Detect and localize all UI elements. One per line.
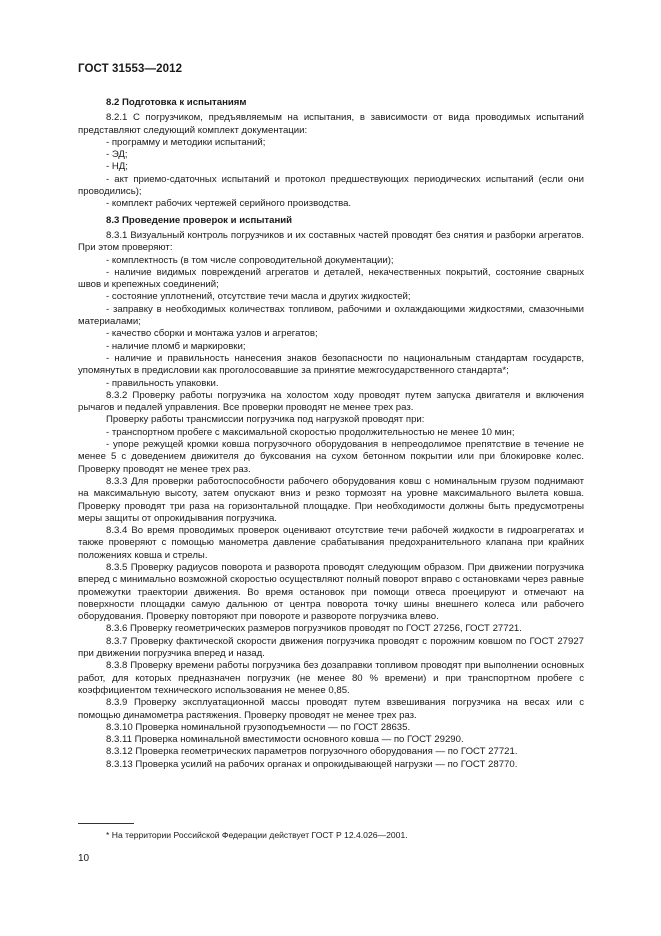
paragraph: 8.3.5 Проверку радиусов поворота и разворота проводят следующим образом. При движении погрузчика вперед с минимально возможной скоростью осуществляют полный поворот вправо с остановками через равные промежутки траектории движения. Во время остановок при помощи отвеса проецируют и отмечают на поверхности площадки самую дальнюю от центра поворота точку шины внешнего колеса или рабочего оборудования. Проверку повторяют при повороте и развороте погрузчика влево. xyxy=(78,561,584,623)
paragraph: 8.3.3 Для проверки работоспособности рабочего оборудования ковш с номинальным грузом поднимают на максимальную высоту, затем опускают вниз и резко тормозят на уровне максимального вылета ковша. Проверку проводят три раза на горизонтальной площадке. При необходимости должны быть предусмотрены меры защиты от опрокидывания погрузчика. xyxy=(78,475,584,524)
paragraph: 8.3.13 Проверка усилий на рабочих органах и опрокидывающей нагрузки — по ГОСТ 28770. xyxy=(106,758,518,770)
footnote-divider xyxy=(78,823,134,824)
list-item: - комплектность (в том числе сопроводительной документации); xyxy=(106,254,394,266)
paragraph: 8.3.6 Проверку геометрических размеров погрузчиков проводят по ГОСТ 27256, ГОСТ 27721. xyxy=(106,623,522,635)
paragraph: 8.3.12 Проверка геометрических параметров погрузочного оборудования — по ГОСТ 27721. xyxy=(106,746,518,758)
list-item: - транспортном пробеге с максимальной скоростью продолжительностью не менее 10 мин; xyxy=(106,426,515,438)
document-header: ГОСТ 31553—2012 xyxy=(78,63,183,75)
list-item: - наличие пломб и маркировки; xyxy=(106,340,246,352)
paragraph: 8.3.7 Проверку фактической скорости движения погрузчика проводят с порожним ковшом по ГОСТ 27927 при движении погрузчика вперед и назад. xyxy=(78,635,584,660)
paragraph: 8.3.4 Во время проводимых проверок оценивают отсутствие течи рабочей жидкости в гидроагрегатах и также проверяют с помощью манометра давление срабатывания предохранительного клапана при крайних положениях ковша и стрелы. xyxy=(78,525,584,561)
list-item: - комплект рабочих чертежей серийного производства. xyxy=(106,198,352,210)
paragraph: 8.3.1 Визуальный контроль погрузчиков и их составных частей проводят без снятия и разборки агрегатов. При этом проверяют: xyxy=(78,229,584,254)
list-item: - наличие видимых повреждений агрегатов и деталей, некачественных покрытий, состояние сварных швов и крепежных соединений; xyxy=(78,266,584,291)
page-number: 10 xyxy=(78,853,90,864)
list-item: - упоре режущей кромки ковша погрузочного оборудования в непреодолимое препятствие в течение не менее 5 с доведением движителя до буксования на сухом бетонном покрытии или при блокировке колес. Проверку проводят не менее трех раз. xyxy=(78,439,584,475)
footnote: * На территории Российской Федерации действует ГОСТ Р 12.4.026—2001. xyxy=(106,830,408,840)
paragraph: 8.3.11 Проверка номинальной вместимости основного ковша — по ГОСТ 29290. xyxy=(106,734,464,746)
list-item: - программу и методики испытаний; xyxy=(106,136,266,148)
list-item: - правильность упаковки. xyxy=(106,377,219,389)
list-item: - качество сборки и монтажа узлов и агрегатов; xyxy=(106,328,318,340)
paragraph: 8.3.2 Проверку работы погрузчика на холостом ходу проводят путем запуска двигателя и включения рычагов и педалей управления. Все проверки проводят не менее трех раз. xyxy=(78,389,584,414)
list-item: - заправку в необходимых количествах топливом, рабочими и охлаждающими жидкостями, смазочными материалами; xyxy=(78,303,584,328)
paragraph: 8.3.10 Проверка номинальной грузоподъемности — по ГОСТ 28635. xyxy=(106,721,411,733)
paragraph: 8.3.8 Проверку времени работы погрузчика без дозаправки топливом проводят при выполнении основных работ, для которых предназначен погрузчик (не менее 80 % времени) и при транспортном пробеге с коэффициентом технического использования не менее 0,85. xyxy=(78,660,584,696)
section-heading: 8.3 Проведение проверок и испытаний xyxy=(106,214,293,226)
list-item: - наличие и правильность нанесения знаков безопасности по национальным стандартам государств, упомянутых в предисловии как проголосовавшие за принятие межгосударственного стандарта*; xyxy=(78,352,584,377)
list-item: - состояние уплотнений, отсутствие течи масла и других жидкостей; xyxy=(106,291,411,303)
paragraph: 8.3.9 Проверку эксплуатационной массы проводят путем взвешивания погрузчика на весах или с помощью динамометра растяжения. Проверку проводят не менее трех раз. xyxy=(78,697,584,721)
document-body xyxy=(78,93,584,771)
list-item: - ЭД; xyxy=(106,149,128,161)
list-item: - акт приемо-сдаточных испытаний и протокол предшествующих периодических испытаний (если они проводились); xyxy=(78,173,584,198)
section-heading: 8.2 Подготовка к испытаниям xyxy=(106,97,247,108)
paragraph: 8.2.1 С погрузчиком, предъявляемым на испытания, в зависимости от вида проводимых испытаний представляют следующий комплект документации: xyxy=(78,112,584,136)
list-item: - НД; xyxy=(106,161,128,173)
paragraph: Проверку работы трансмиссии погрузчика под нагрузкой проводят при: xyxy=(106,414,425,426)
